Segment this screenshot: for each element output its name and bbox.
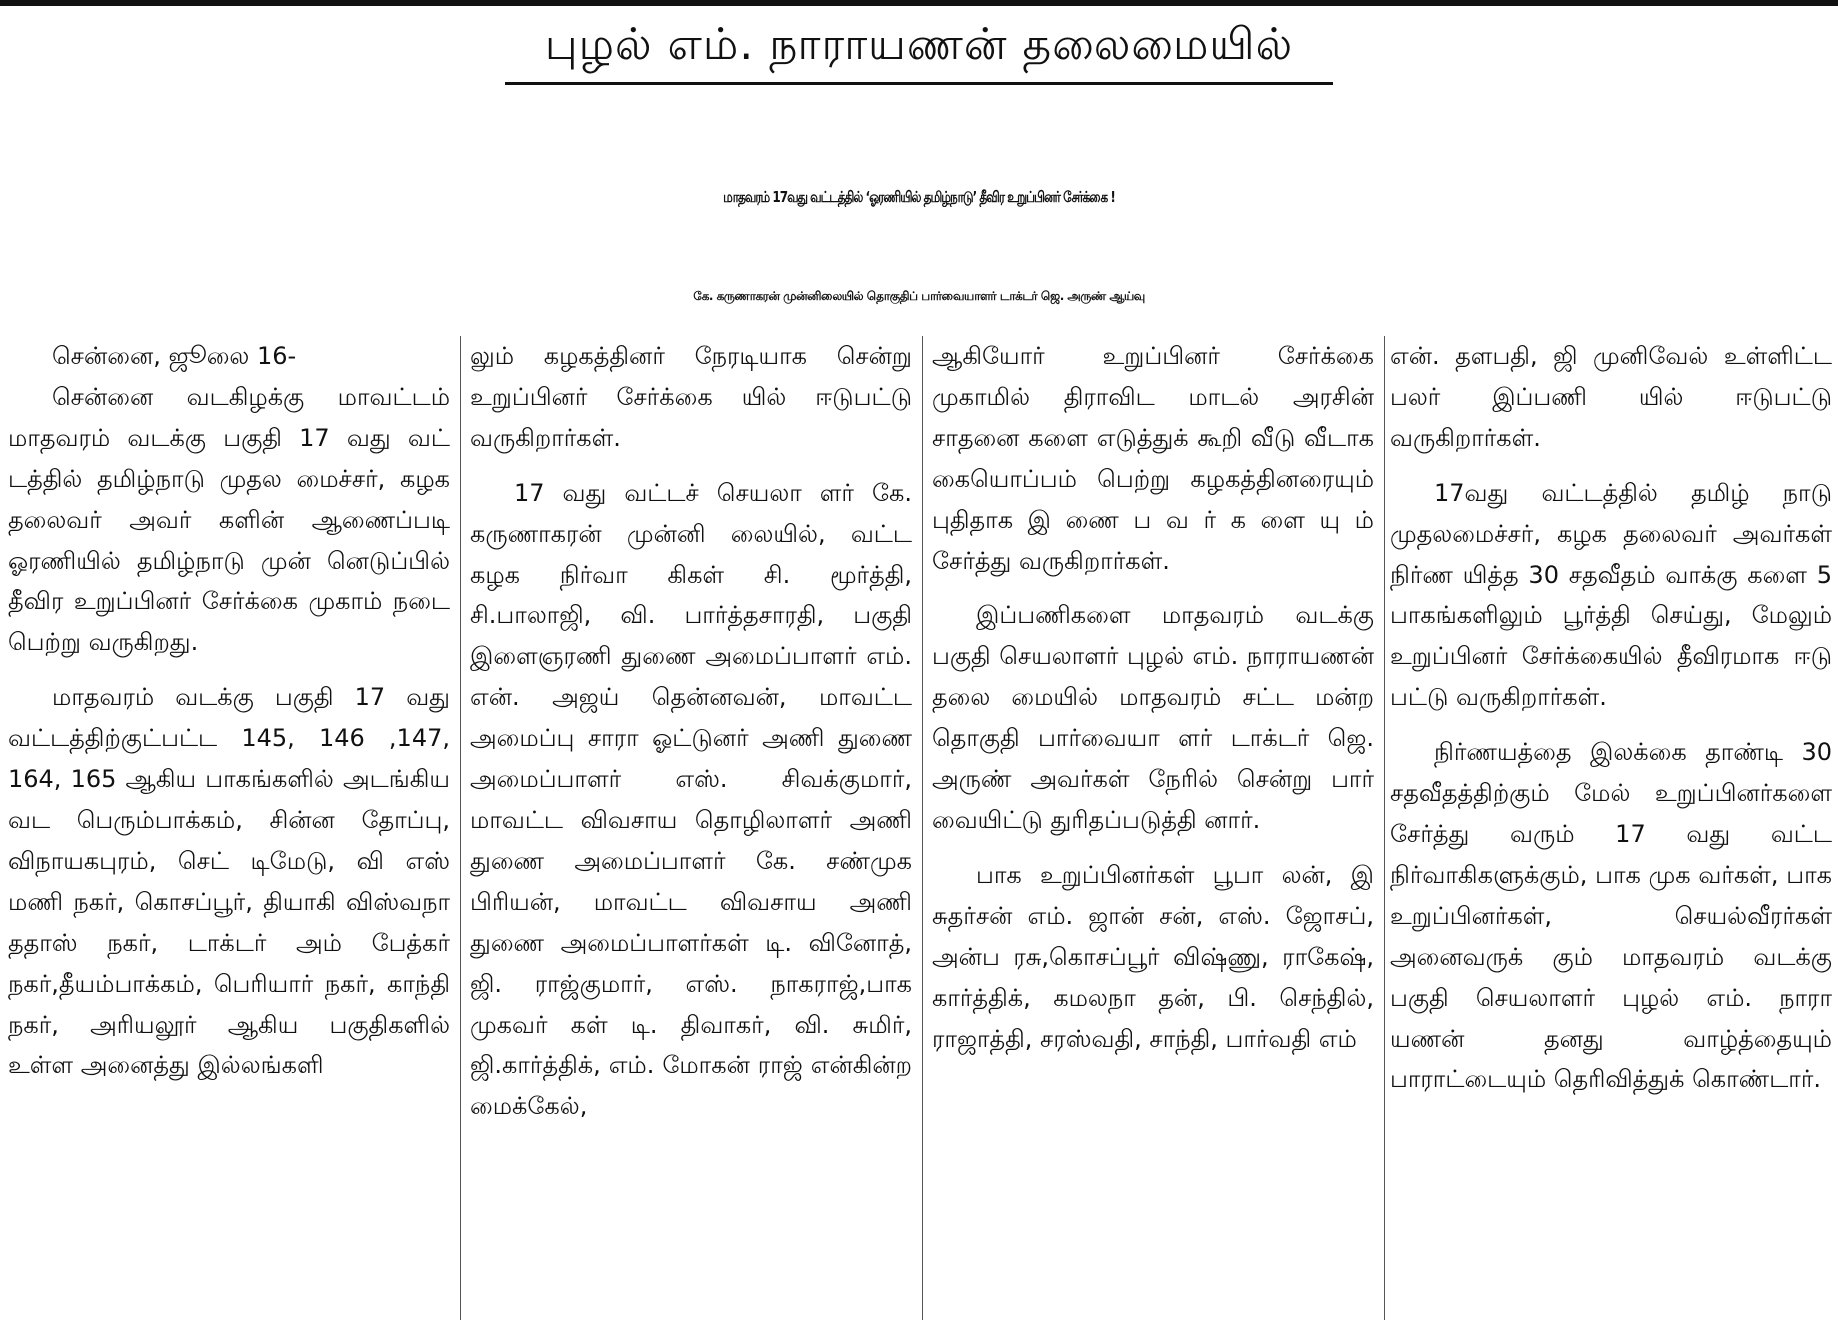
kicker-line: புழல் எம். நாராயணன் தலைமையில் [505, 10, 1333, 85]
column-2 [470, 336, 912, 1320]
kicker-container [0, 10, 1838, 85]
column-divider [460, 336, 461, 1320]
column-1-paragraph-2: மாதவரம் வடக்கு பகுதி 17 வது வட்டத்திற்குட்பட்ட 145, 146 ,147, 164, 165 ஆகிய பாகங்களில் அடங்கிய வட பெரும்பாக்கம், சின்ன தோப்பு, விநாயகபுரம், செட் டிமேடு, வி எஸ் மணி நகர், கொசப்பூர், தியாகி விஸ்வநா ததாஸ் நகர், டாக்டர் அம் பேத்கர் நகர்,தீயம்பாக்கம், பெரியார் நகர், காந்தி நகர், அரியலூர் ஆகிய பகுதிகளில் உள்ள அனைத்து இல்லங்களி [8, 683, 450, 1080]
column-divider [1384, 336, 1385, 1320]
subheadline: கே. கருணாகரன் முன்னிலையில் தொகுதிப் பார்வையாளர் டாக்டர் ஜெ. அருண் ஆய்வு [693, 289, 1145, 303]
column-3-paragraph-3: பாக உறுப்பினர்கள் பூபா லன், இ சுதர்சன் எம். ஜான் சன், எஸ். ஜோசப், அன்ப ரசு,கொசப்பூர் விஷ்ணு, ராகேஷ், கார்த்திக், கமலநா தன், பி. செந்தில், ராஜாத்தி, சரஸ்வதி, சாந்தி, பார்வதி எம் [932, 860, 1374, 1053]
column-4-paragraph-1: என். தளபதி, ஜி முனிவேல் உள்ளிட்ட பலர் இப்பணி யில் ஈடுபட்டு வருகிறார்கள். [1390, 342, 1832, 452]
column-3-paragraph-2: இப்பணிகளை மாதவரம் வடக்கு பகுதி செயலாளர் புழல் எம். நாராயணன் தலை மையில் மாதவரம் சட்ட மன்ற தொகுதி பார்வையா ளர் டாக்டர் ஜெ. அருண் அவர்கள் நேரில் சென்று பார் வையிட்டு துரிதப்படுத்தி னார். [932, 601, 1374, 834]
column-4-paragraph-2: 17வது வட்டத்தில் தமிழ் நாடு முதலமைச்சர், கழக தலைவர் அவர்கள் நிர்ண யித்த 30 சதவீதம் வாக்கு களை 5 பாகங்களிலும் பூர்த்தி செய்து, மேலும் உறுப்பினர் சேர்க்கையில் தீவிரமாக ஈடு பட்டு வருகிறார்கள். [1390, 478, 1832, 712]
column-4 [1390, 336, 1832, 1320]
column-3-paragraph-1: ஆகியோர் உறுப்பினர் சேர்க்கை முகாமில் திராவிட மாடல் அரசின் சாதனை களை எடுத்துக் கூறி வீடு வீடாக கையொப்பம் பெற்று கழகத்தினரையும் புதிதாக இ ணை ப வ ர் க ளை யு ம் சேர்த்து வருகிறார்கள். [932, 342, 1374, 575]
column-3 [932, 336, 1374, 1320]
top-border-rule [0, 0, 1838, 6]
column-divider [922, 336, 923, 1320]
column-2-paragraph-2: 17 வது வட்டச் செயலா ளர் கே. கருணாகரன் முன்னி லையில், வட்ட கழக நிர்வா கிகள் சி. மூர்த்தி, சி.பாலாஜி, வி. பார்த்தசாரதி, பகுதி இளைஞரணி துணை அமைப்பாளர் எம். என். அஜய் தென்னவன், மாவட்ட அமைப்பு சாரா ஓட்டுனர் அணி துணை அமைப்பாளர் எஸ். சிவக்குமார், மாவட்ட விவசாய தொழிலாளர் அணி துணை அமைப்பாளர் கே. சண்முக பிரியன், மாவட்ட விவசாய அணி துணை அமைப்பாளர்கள் டி. வினோத், ஜி. ராஜ்குமார், எஸ். நாகராஜ்,பாக முகவர் கள் டி. திவாகர், வி. சுமிர், ஜி.கார்த்திக், எம். மோகன் ராஜ் என்கின்ற மைக்கேல், [470, 478, 912, 1121]
dateline: சென்னை, ஜூலை 16- [52, 342, 297, 370]
article-columns [8, 336, 1832, 1320]
column-1 [8, 336, 450, 1320]
column-4-paragraph-3: நிர்ணயத்தை இலக்கை தாண்டி 30 சதவீதத்திற்கும் மேல் உறுப்பினர்களை சேர்த்து வரும் 17 வது வட்ட நிர்வாகிகளுக்கும், பாக முக வர்கள், பாக உறுப்பினர்கள், செயல்வீரர்கள் அனைவருக் கும் மாதவரம் வடக்கு பகுதி செயலாளர் புழல் எம். நாரா யணன் தனது வாழ்த்தையும் பாராட்டையும் தெரிவித்துக் கொண்டார். [1390, 738, 1832, 1094]
headline: மாதவரம் 17வது வட்டத்தில் ‘ஓரணியில் தமிழ்நாடு’ தீவிர உறுப்பினர் சேர்க்கை ! [723, 188, 1115, 206]
column-2-paragraph-1: லும் கழகத்தினர் நேரடியாக சென்று உறுப்பினர் சேர்க்கை யில் ஈடுபட்டு வருகிறார்கள். [470, 342, 912, 452]
column-1-paragraph-1: சென்னை வடகிழக்கு மாவட்டம் மாதவரம் வடக்கு பகுதி 17 வது வட் டத்தில் தமிழ்நாடு முதல மைச்சர், கழக தலைவர் அவர் களின் ஆணைப்படி ஓரணியில் தமிழ்நாடு முன் னெடுப்பில் தீவிர உறுப்பினர் சேர்க்கை முகாம் நடை பெற்று வருகிறது. [8, 382, 450, 657]
